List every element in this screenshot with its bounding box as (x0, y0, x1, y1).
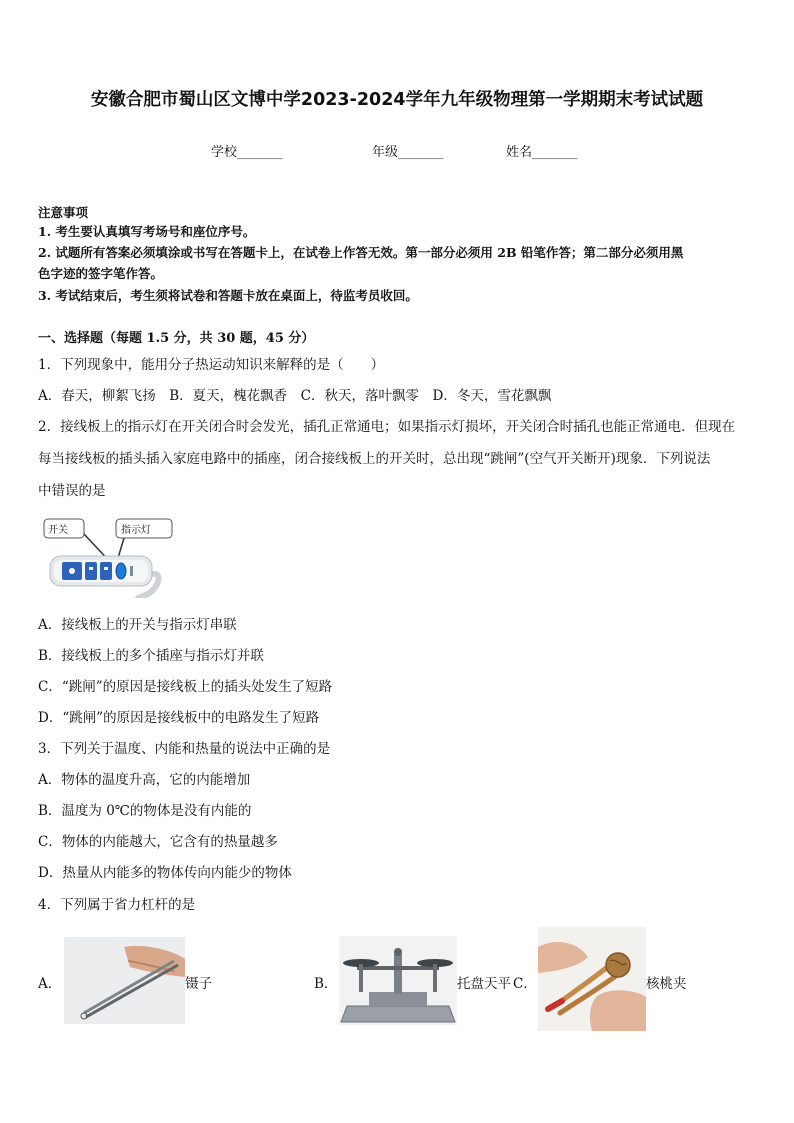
question-2-stem: 中错误的是 (38, 483, 106, 499)
balance-scale-icon (339, 936, 457, 1025)
notice-item: 色字迹的签字笔作答。 (38, 266, 164, 281)
question-3-option: C．物体的内能越大，它含有的热量越多 (38, 834, 278, 850)
question-2-option: D．“跳闸”的原因是接线板中的电路发生了短路 (38, 710, 320, 726)
question-4-option-letter: C． (513, 976, 537, 992)
power-strip-figure (40, 516, 180, 598)
question-2-option: C．“跳闸”的原因是接线板上的插头处发生了短路 (38, 679, 333, 695)
section-heading: 一、选择题（每题 1.5 分，共 30 题，45 分） (38, 331, 315, 346)
question-4-option-caption: 托盘天平 (457, 976, 511, 992)
indicator-light-label: 指示灯 (121, 525, 151, 536)
question-4-option-caption: 镊子 (185, 976, 212, 992)
notice-item: 1. 考生要认真填写考场号和座位序号。 (38, 224, 256, 239)
notice-item: 3. 考试结束后，考生须将试卷和答题卡放在桌面上，待监考员收回。 (38, 288, 418, 303)
page-title: 安徽合肥市蜀山区文博中学2023-2024学年九年级物理第一学期期末考试试题 (90, 90, 704, 110)
school-field: 学校_______ (211, 145, 283, 160)
question-4-option-caption: 核桃夹 (646, 976, 687, 992)
tweezers-image (64, 937, 185, 1024)
nutcracker-icon (538, 927, 646, 1031)
question-3-option: A．物体的温度升高，它的内能增加 (38, 772, 251, 788)
notice-heading: 注意事项 (38, 205, 89, 220)
question-2-option: B．接线板上的多个插座与指示灯并联 (38, 648, 264, 664)
grade-field: 年级_______ (372, 145, 444, 160)
notice-item: 2. 试题所有答案必须填涂或书写在答题卡上，在试卷上作答无效。第一部分必须用 2B 铅笔作答；第二部分必须用黑 (38, 245, 684, 260)
question-3-option: D．热量从内能多的物体传向内能少的物体 (38, 865, 292, 881)
question-4-stem: 4．下列属于省力杠杆的是 (38, 897, 196, 913)
question-2-stem: 2．接线板上的指示灯在开关闭合时会发光，插孔正常通电；如果指示灯损坏，开关闭合时插孔也能正常通电．但现在 (38, 419, 736, 435)
question-1-options: A．春天，柳絮飞扬 B．夏天，槐花飘香 C．秋天，落叶飘零 D．冬天，雪花飘飘 (38, 388, 552, 404)
question-2-option: A．接线板上的开关与指示灯串联 (38, 617, 237, 633)
nutcracker-image (538, 927, 646, 1031)
tweezers-icon (64, 937, 185, 1024)
question-3-stem: 3．下列关于温度、内能和热量的说法中正确的是 (38, 741, 331, 757)
question-4-option-letter: A． (38, 976, 62, 992)
question-4-option-letter: B． (314, 976, 338, 992)
balance-scale-image (339, 936, 457, 1025)
question-3-option: B．温度为 0℃的物体是没有内能的 (38, 803, 252, 819)
switch-label: 开关 (48, 525, 68, 536)
question-2-stem: 每当接线板的插头插入家庭电路中的插座，闭合接线板上的开关时，总出现“跳闸”(空气开关断开)现象．下列说法 (38, 451, 711, 467)
question-1-stem: 1．下列现象中，能用分子热运动知识来解释的是（ ） (38, 357, 385, 373)
name-field: 姓名_______ (506, 145, 578, 160)
